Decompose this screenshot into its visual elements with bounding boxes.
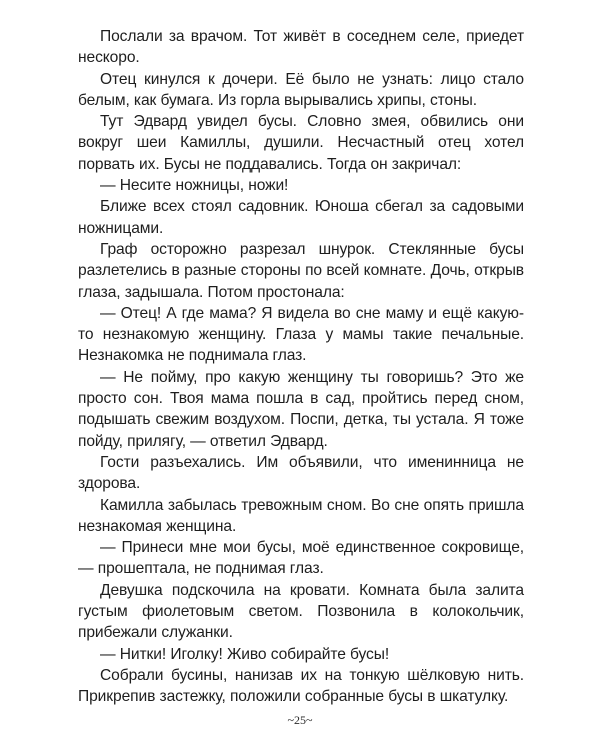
paragraph-13: — Нитки! Иголку! Живо собирайте бусы! bbox=[100, 645, 390, 663]
paragraph-10: Камилла забылась тревожным сном. Во сне опять пришла незнакомая женщина. bbox=[78, 496, 524, 535]
paragraph-9: Гости разъехались. Им объявили, что именинница не здорова. bbox=[78, 453, 524, 493]
paragraph-14: Собрали бусины, нанизав их на тонкую шёлковую нить. Прикрепив застежку, положили собранные бусы в шкатулку. bbox=[78, 666, 524, 706]
paragraph-2: Отец кинулся к дочери. Её было не узнать: лицо стало белым, как бумага. Из горла вырывались хрипы, стоны. bbox=[78, 70, 524, 109]
paragraph-11: — Принеси мне мои бусы, моё единственное сокровище, — прошептала, не поднимая глаз. bbox=[78, 539, 524, 578]
page-number: ~25~ bbox=[287, 713, 313, 727]
paragraph-5: Ближе всех стоял садовник. Юноша сбегал за садовыми ножницами. bbox=[78, 198, 524, 237]
paragraph-6: Граф осторожно разрезал шнурок. Стеклянные бусы разлетелись в разные стороны по всей комнате. Дочь, открыв глаза, задышала. Потом простонала: bbox=[78, 240, 524, 301]
paragraph-8: — Не пойму, про какую женщину ты говоришь? Это же просто сон. Твоя мама пошла в сад, пройтись перед сном, подышать свежим воздухом. Поспи, детка, ты устала. Я тоже пойду, прилягу, — ответил Эдвард. bbox=[78, 368, 524, 450]
paragraph-12: Девушка подскочила на кровати. Комната была залита густым фиолетовым светом. Позвонила в колокольчик, прибежали служанки. bbox=[78, 581, 524, 642]
paragraph-3: Тут Эдвард увидел бусы. Словно змея, обвились они вокруг шеи Камиллы, душили. Несчастный отец хотел порвать их. Бусы не поддавались. Тогда он закричал: bbox=[78, 113, 524, 173]
paragraph-7: — Отец! А где мама? Я видела во сне маму и ещё какую-то незнакомую женщину. Глаза у мамы такие печальные. Незнакомка не поднимала глаз. bbox=[78, 304, 524, 365]
paragraph-1: Послали за врачом. Тот живёт в соседнем селе, приедет нескоро. bbox=[78, 28, 524, 67]
page-text-block bbox=[78, 26, 524, 706]
paragraph-4: — Несите ножницы, ножи! bbox=[100, 177, 289, 195]
